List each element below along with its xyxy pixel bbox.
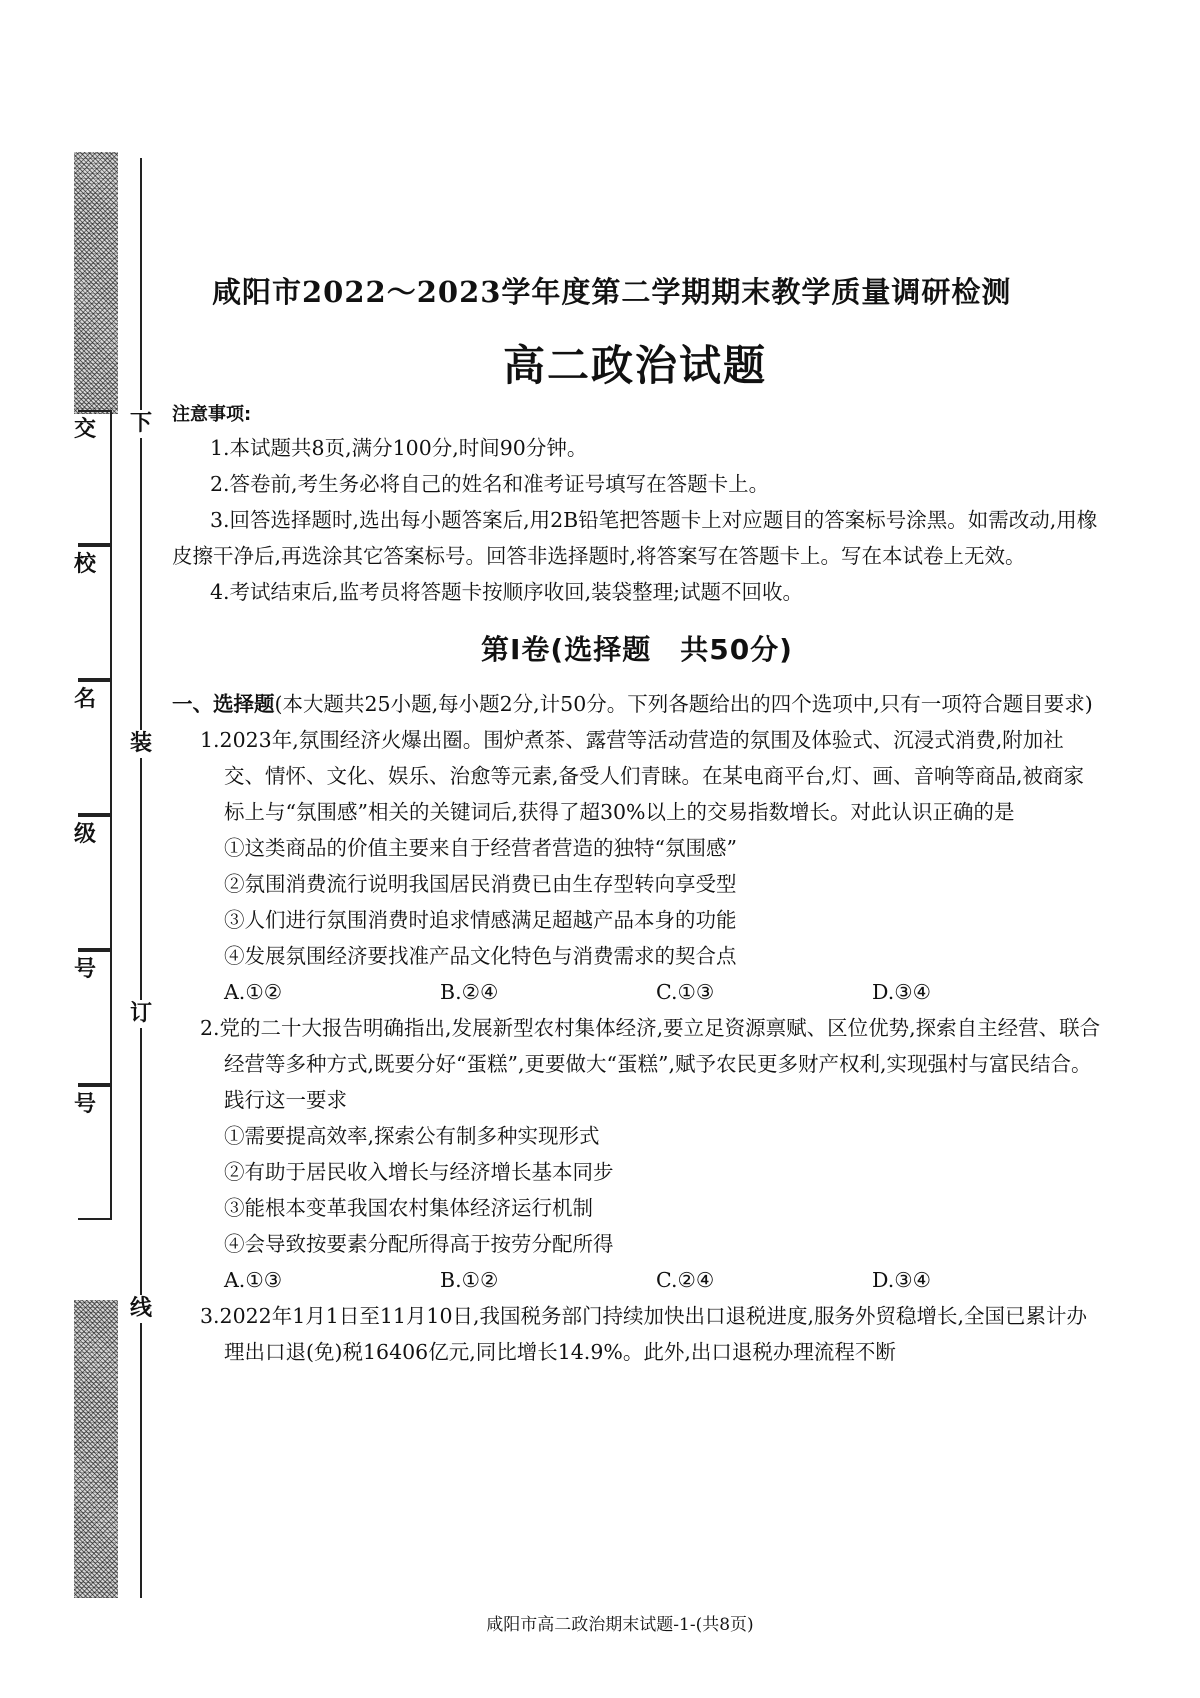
binding-char-xia: 下	[129, 411, 152, 436]
question-2-option-3: ③能根本变革我国农村集体经济运行机制	[224, 1196, 593, 1220]
field-char-3: 名	[74, 687, 97, 712]
notice-heading: 注意事项:	[172, 404, 252, 425]
binding-noise-bottom	[74, 1300, 118, 1598]
field-char-5: 号	[74, 957, 97, 982]
notice-item-1: 1.本试题共8页,满分100分,时间90分钟。	[210, 436, 588, 460]
binding-char-zhuang: 装	[129, 731, 152, 756]
question-3-stem: 3.2022年1月1日至11月10日,我国税务部门持续加快出口退税进度,服务外贸稳增长,全国已累计办理出口退(免)税16406亿元,同比增长14.9%。此外,出口退税办理流程不断	[200, 1304, 1088, 1364]
question-1-choices	[172, 974, 1102, 1010]
field-char-6: 号	[74, 1092, 97, 1117]
part-description: (本大题共25小题,每小题2分,计50分。下列各题给出的四个选项中,只有一项符合题目要求)	[274, 692, 1093, 716]
field-char-2: 校	[74, 552, 97, 577]
question-1-option-1: ①这类商品的价值主要来自于经营者营造的独特“氛围感”	[224, 836, 737, 860]
notice-item-2: 2.答卷前,考生务必将自己的姓名和准考证号填写在答题卡上。	[210, 472, 770, 496]
binding-char-ding: 订	[129, 1001, 152, 1026]
question-1-option-3: ③人们进行氛围消费时追求情感满足超越产品本身的功能	[224, 908, 737, 932]
part-label: 一、选择题	[172, 692, 275, 716]
question-2-choice-c: C.②④	[656, 1268, 715, 1292]
question-2-option-2: ②有助于居民收入增长与经济增长基本同步	[224, 1160, 614, 1184]
section-title: 第Ⅰ卷(选择题 共50分)	[481, 633, 793, 666]
question-2-choice-b: B.①②	[440, 1268, 499, 1292]
exam-content	[172, 400, 1102, 1370]
field-char-1: 交	[74, 417, 97, 442]
question-1-stem: 1.2023年,氛围经济火爆出圈。围炉煮茶、露营等活动营造的氛围及体验式、沉浸式消费,附加社交、情怀、文化、娱乐、治愈等元素,备受人们青睐。在某电商平台,灯、画、音响等商品,被商家标上与“氛围感”相关的关键词后,获得了超30%以上的交易指数增长。对此认识正确的是	[200, 728, 1085, 824]
exam-organization: 咸阳市2022～2023学年度第二学期期末教学质量调研检测	[212, 275, 1012, 309]
notice-item-3: 3.回答选择题时,选出每小题答案后,用2B铅笔把答题卡上对应题目的答案标号涂黑。如需改动,用橡皮擦干净后,再选涂其它答案标号。回答非选择题时,将答案写在答题卡上。写在本试卷上无效。	[172, 508, 1098, 568]
question-1-choice-d: D.③④	[872, 980, 931, 1004]
page-footer: 咸阳市高二政治期末试题-1-(共8页)	[486, 1615, 754, 1635]
question-1-choice-a: A.①②	[224, 980, 283, 1004]
question-2-option-4: ④会导致按要素分配所得高于按劳分配所得	[224, 1232, 614, 1256]
field-char-4: 级	[74, 822, 97, 847]
notice-item-4: 4.考试结束后,监考员将答题卡按顺序收回,装袋整理;试题不回收。	[210, 580, 803, 604]
question-2-choices	[172, 1262, 1102, 1298]
question-2-stem: 2.党的二十大报告明确指出,发展新型农村集体经济,要立足资源禀赋、区位优势,探索自主经营、联合经营等多种方式,既要分好“蛋糕”,更要做大“蛋糕”,赋予农民更多财产权利,实现强村与富民结合。践行这一要求	[200, 1016, 1101, 1112]
exam-title: 高二政治试题	[502, 341, 767, 390]
question-2-choice-a: A.①③	[224, 1268, 283, 1292]
binding-char-xian: 线	[129, 1296, 152, 1321]
question-2-option-1: ①需要提高效率,探索公有制多种实现形式	[224, 1124, 600, 1148]
part-intro	[172, 686, 1102, 722]
question-2-choice-d: D.③④	[872, 1268, 931, 1292]
question-1-option-2: ②氛围消费流行说明我国居民消费已由生存型转向享受型	[224, 872, 737, 896]
question-1-option-4: ④发展氛围经济要找准产品文化特色与消费需求的契合点	[224, 944, 737, 968]
question-1-choice-b: B.②④	[440, 980, 499, 1004]
question-1-choice-c: C.①③	[656, 980, 715, 1004]
